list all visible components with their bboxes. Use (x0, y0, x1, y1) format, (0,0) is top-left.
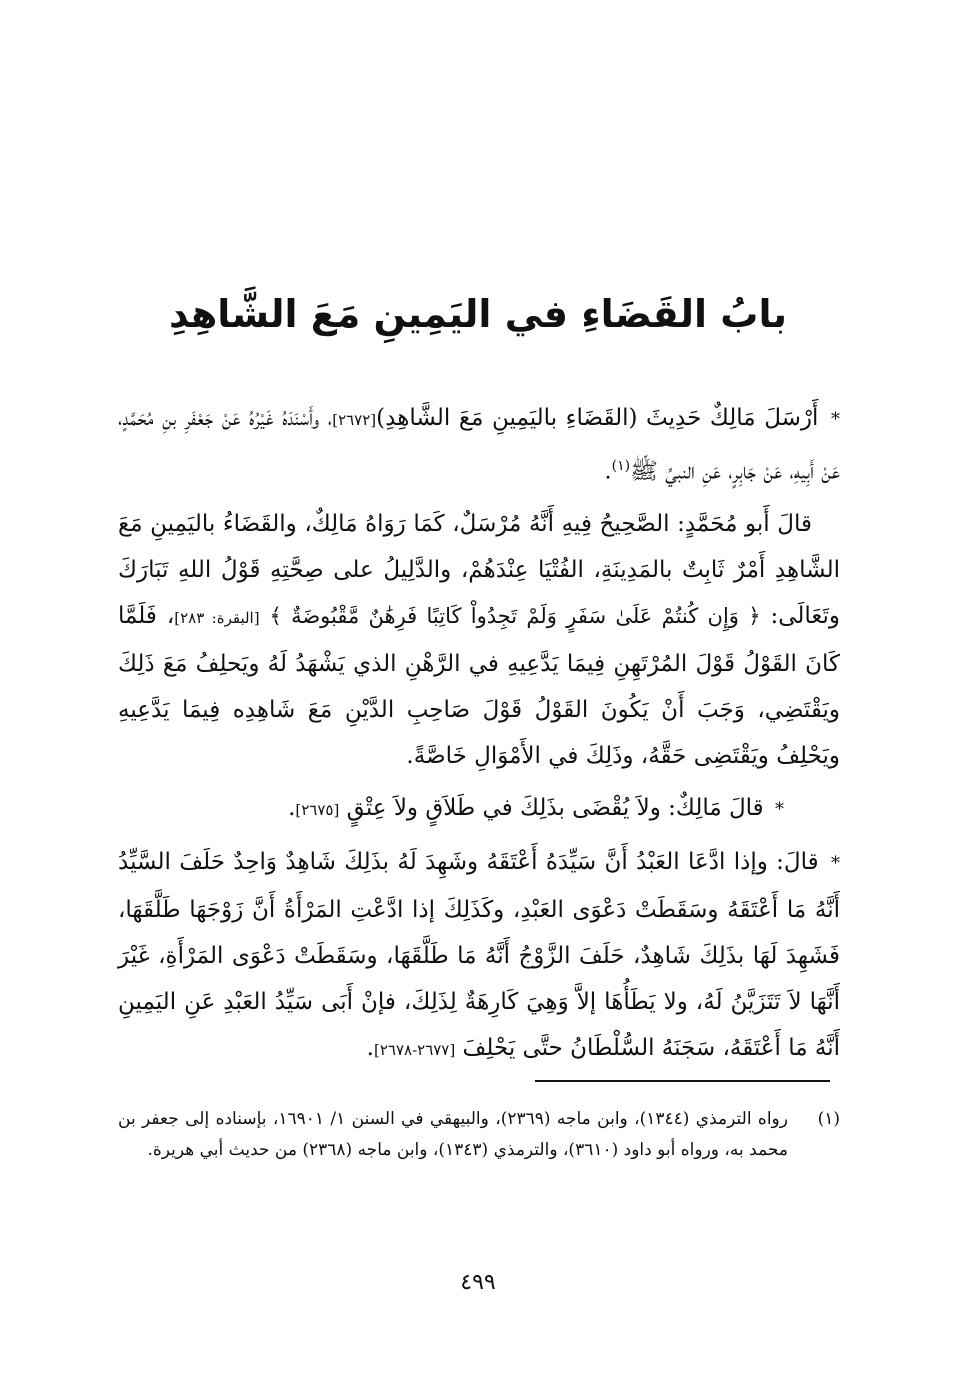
paragraph-4 (118, 839, 840, 1073)
surah-reference: [البقرة: ٢٨٣] (174, 608, 260, 627)
main-text (118, 395, 840, 1079)
footnote-item (118, 1104, 840, 1166)
paragraph-text: قالَ أَبو مُحَمَّدٍ: الصَّحِيحُ فِيهِ أَنَّهُ مُرْسَلٌ، كَمَا رَوَاهُ مَالِكٌ، والقَضَاءُ باليَمِينِ مَعَ الشَّاهِدِ أَمْرٌ ثَابِتٌ بالمَدِينَةِ، الفُتْيَا عِنْدَهُمْ، والدَّلِيلُ على صِحَّتِهِ قَوْلُ اللهِ تَبَارَكَ وتَعَالَى: (118, 510, 840, 629)
page-number: ٤٩٩ (460, 1270, 496, 1295)
footnote-text: رواه الترمذي (١٣٤٤)، وابن ماجه (٢٣٦٩)، والبيهقي في السنن ١/ ١٦٩٠١، بإسناده إلى جعفر بن محمد به، ورواه أبو داود (٣٦١٠)، والترمذي (١٣٤٣)، وابن ماجه (٢٣٦٨) من حديث أبي هريرة. (118, 1109, 788, 1160)
paragraph-1 (118, 395, 840, 495)
asterisk-marker: * (775, 798, 784, 820)
footnote-marker: (١) (611, 458, 631, 474)
hadith-reference: [٢٦٧٥] (295, 800, 340, 819)
paragraph-3 (118, 785, 840, 833)
paragraph-2 (118, 501, 840, 779)
paragraph-text: ، فَلَمَّا كَانَ القَوْلُ قَوْلَ المُرْتَهِنِ فِيمَا يَدَّعِيهِ في الرَّهْنِ الذي يَشْهَدُ لَهُ ويَحلِفُ مَعَ ذَلِكَ ويَقْتَضِي، وَجَبَ أَنْ يَكُونَ القَوْلُ قَوْلَ صَاحِبِ الدَّيْنِ مَعَ شَاهِدِه فِيمَا يَدَّعِيهِ ويَحْلِفُ ويَقْتَضِى حَقَّهُ، وذَلِكَ في الأَمْوَالِ خَاصَّةً. (118, 602, 841, 769)
footnotes-section (118, 1104, 840, 1166)
asterisk-marker: * (831, 409, 840, 430)
hadith-reference: [٢٦٧٢] (332, 411, 377, 429)
paragraph-text: . (366, 1034, 374, 1061)
paragraph-text: . (288, 794, 296, 821)
paragraph-text: ، وأَسْنَدَهُ غَيْرُهُ عَنْ جَعْفَرِ بنِ مُحَمَّدٍ، عَنْ أَبِيهِ، عَنْ جَابِرٍ، عَنِ النبيِّ ﷺ (118, 405, 840, 485)
paragraph-text: قالَ مَالِكٌ: ولاَ يُقْضَى بذَلِكَ في طَلاَقٍ ولاَ عِتْقٍ (346, 794, 764, 821)
footnote-number: (١) (817, 1109, 840, 1129)
paragraph-text: . (604, 458, 612, 485)
footnote-divider (535, 1080, 830, 1082)
quran-quote: ﴿ وَإِن كُنتُمْ عَلَىٰ سَفَرٍ وَلَمْ تَجِدُواْ كَاتِبًا فَرِهَٰنٌ مَّقْبُوضَةٌ ﴾ (269, 603, 761, 628)
chapter-title: بابُ القَضَاءِ في اليَمِينِ مَعَ الشَّاهِدِ (169, 292, 787, 336)
paragraph-text: أَرْسَلَ مَالِكٌ حَدِيثَ (القَضَاءِ باليَمِينِ مَعَ الشَّاهِدِ) (376, 405, 819, 431)
asterisk-marker: * (831, 852, 840, 874)
paragraph-text: قالَ: وإذا ادَّعَا العَبْدُ أَنَّ سَيِّدَهُ أَعْتَقَهُ وشَهِدَ لَهُ بذَلِكَ شَاهِدٌ وَاحِدٌ حَلَفَ السَّيِّدُ أَنَّهُ مَا أَعْتَقَهُ وسَقَطَتْ دَعْوَى العَبْدِ، وكَذَلِكَ إذا ادَّعْتِ المَرْأَةُ أَنَّ زَوْجَهَا طَلَّقَهَا، فَشَهِدَ لَهَا بذَلِكَ شَاهِدٌ، حَلَفَ الزَّوْجُ أَنَّهُ مَا طَلَّقَهَا، وسَقَطَتْ دَعْوَى المَرْأَةِ، غَيْرَ أَنَّهَا لاَ تَتَزَيَّنُ لَهُ، ولا يَطَأُهَا إلاَّ وَهِيَ كَارِهَةٌ لِذَلِكَ، فإنْ أَبَى سَيِّدُ العَبْدِ عَنِ اليَمِينِ أَنَّهُ مَا أَعْتَقَهُ، سَجَنَهُ السُّلْطَانُ حتَّى يَحْلِفَ (118, 848, 840, 1061)
hadith-reference: [٢٦٧٧-٢٦٧٨] (373, 1040, 456, 1059)
